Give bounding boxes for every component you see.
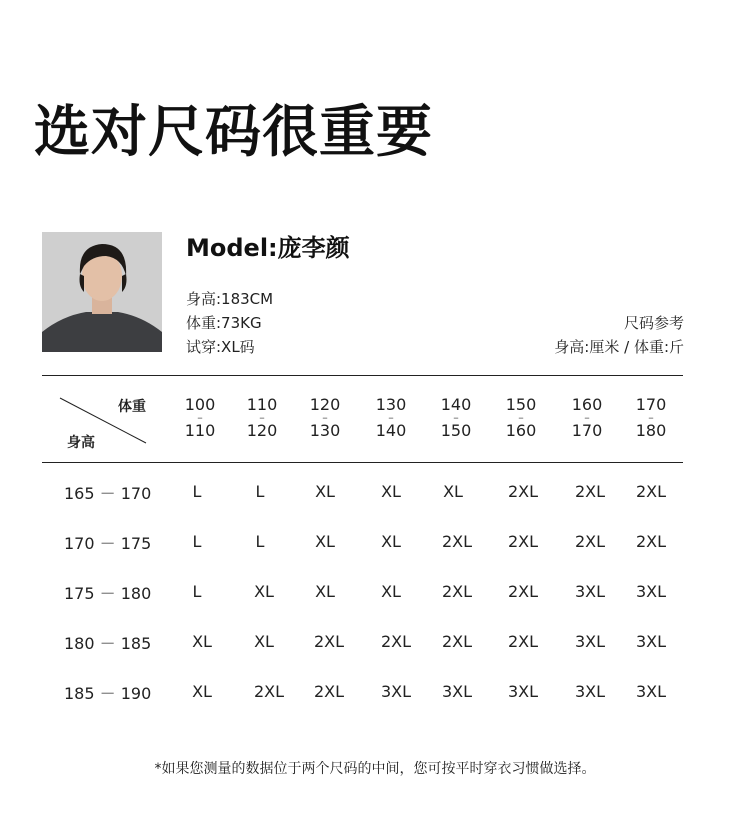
corner-height-label: 身高 (67, 435, 95, 451)
size-cell: XL (443, 482, 463, 501)
weight-range-to: 170 (571, 421, 603, 440)
size-cell: XL (315, 482, 335, 501)
weight-range-to: 150 (440, 421, 472, 440)
size-cell: 3XL (380, 682, 412, 701)
size-cell: 2XL (313, 682, 345, 701)
model-height: 身高:183CM (186, 290, 274, 308)
size-cell: 3XL (635, 682, 667, 701)
weight-range-header (426, 396, 486, 439)
corner-weight-label: 体重 (118, 399, 146, 415)
weight-range-from: 150 (505, 395, 537, 414)
weight-range-from: 160 (571, 395, 603, 414)
weight-range-dash: – (584, 411, 590, 424)
weight-range-to: 120 (246, 421, 278, 440)
weight-range-to: 130 (309, 421, 341, 440)
size-cell: 2XL (380, 632, 412, 651)
size-cell: 2XL (507, 482, 539, 501)
size-cell: L (192, 532, 202, 551)
weight-range-dash: – (388, 411, 394, 424)
size-cell: L (255, 532, 265, 551)
size-cell: L (192, 482, 202, 501)
size-cell: XL (254, 582, 274, 601)
height-range-label: 180 － 185 (64, 634, 152, 653)
height-range-label: 185 － 190 (64, 684, 152, 703)
table-header-divider (42, 462, 683, 463)
page-title: 选对尺码很重要 (34, 100, 433, 165)
height-range-label: 165 － 170 (64, 484, 152, 503)
size-cell: XL (315, 532, 335, 551)
weight-range-dash: – (518, 411, 524, 424)
weight-range-dash: – (322, 411, 328, 424)
weight-range-from: 100 (184, 395, 216, 414)
size-cell: XL (381, 532, 401, 551)
weight-range-from: 120 (309, 395, 341, 414)
weight-range-header (232, 396, 292, 439)
size-cell: 3XL (635, 582, 667, 601)
size-cell: 2XL (441, 632, 473, 651)
weight-range-to: 140 (375, 421, 407, 440)
size-cell: XL (254, 632, 274, 651)
weight-range-header (170, 396, 230, 439)
weight-range-from: 130 (375, 395, 407, 414)
weight-range-dash: – (197, 411, 203, 424)
weight-range-header (361, 396, 421, 439)
size-cell: 2XL (635, 482, 667, 501)
table-corner-header (58, 392, 148, 451)
weight-range-header (557, 396, 617, 439)
size-cell: 2XL (635, 532, 667, 551)
model-weight: 体重:73KG (186, 314, 262, 332)
size-cell: L (192, 582, 202, 601)
size-cell: XL (192, 632, 212, 651)
table-top-divider (42, 375, 683, 376)
size-cell: 3XL (635, 632, 667, 651)
size-cell: XL (381, 482, 401, 501)
size-cell: 3XL (574, 632, 606, 651)
size-reference-title: 尺码参考 (623, 314, 684, 332)
height-range-label: 175 － 180 (64, 584, 152, 603)
model-photo (42, 232, 162, 352)
weight-range-from: 140 (440, 395, 472, 414)
size-cell: 2XL (253, 682, 285, 701)
size-cell: 2XL (507, 582, 539, 601)
size-cell: 2XL (441, 532, 473, 551)
weight-range-dash: – (453, 411, 459, 424)
weight-range-to: 160 (505, 421, 537, 440)
size-cell: 2XL (574, 482, 606, 501)
weight-range-dash: – (648, 411, 654, 424)
size-cell: 3XL (441, 682, 473, 701)
weight-range-header (295, 396, 355, 439)
weight-range-from: 170 (635, 395, 667, 414)
weight-range-to: 110 (184, 421, 216, 440)
height-range-label: 170 － 175 (64, 534, 152, 553)
size-cell: 2XL (507, 532, 539, 551)
size-cell: 2XL (313, 632, 345, 651)
weight-range-header (621, 396, 681, 439)
weight-range-dash: – (259, 411, 265, 424)
size-cell: XL (381, 582, 401, 601)
size-cell: 3XL (507, 682, 539, 701)
size-cell: L (255, 482, 265, 501)
size-cell: 3XL (574, 582, 606, 601)
model-name: Model:庞李颜 (186, 234, 350, 262)
weight-range-to: 180 (635, 421, 667, 440)
size-reference-units: 身高:厘米 / 体重:斤 (554, 338, 684, 356)
size-cell: XL (315, 582, 335, 601)
size-cell: 3XL (574, 682, 606, 701)
weight-range-header (491, 396, 551, 439)
model-tried-size: 试穿:XL码 (186, 338, 255, 356)
size-cell: 2XL (441, 582, 473, 601)
weight-range-from: 110 (246, 395, 278, 414)
footnote: *如果您测量的数据位于两个尺码的中间，您可按平时穿衣习惯做选择。 (154, 761, 596, 777)
size-cell: 2XL (507, 632, 539, 651)
size-cell: 2XL (574, 532, 606, 551)
size-cell: XL (192, 682, 212, 701)
